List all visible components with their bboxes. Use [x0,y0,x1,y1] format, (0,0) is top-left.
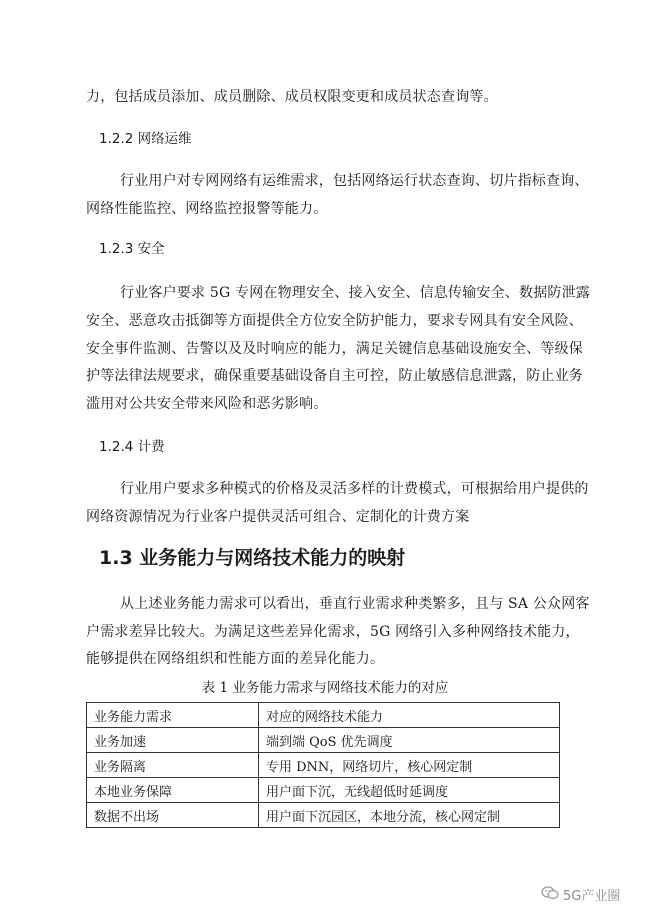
paragraph-line: 网络性能监控、网络监控报警等能力。 [86,201,328,217]
table-cell: 用户面下沉园区，本地分流，核心网定制 [259,803,560,828]
table-row [87,728,560,753]
table-cell: 专用 DNN，网络切片，核心网定制 [259,753,560,778]
paragraph-line: 安全事件监测、告警以及及时响应的能力，满足关键信息基础设施安全、等级保 [86,341,583,357]
capability-mapping-table [86,702,560,828]
section-heading-1-3: 1.3 业务能力与网络技术能力的映射 [99,547,406,569]
table-header-cell: 对应的网络技术能力 [259,703,560,728]
section-heading-1-2-3: 1.2.3 安全 [99,241,165,257]
paragraph-line: 安全、恶意攻击抵御等方面提供全方位安全防护能力，要求专网具有安全风险、 [86,313,583,329]
section-heading-1-2-2: 1.2.2 网络运维 [99,131,192,147]
table-header-row [87,703,560,728]
table-row [87,778,560,803]
paragraph-line: 滥用对公共安全带来风险和恶劣影响。 [86,396,328,412]
paragraph-line: 护等法律法规要求，确保重要基础设备自主可控，防止敏感信息泄露，防止业务 [86,368,583,384]
paragraph-line: 能够提供在网络组织和性能方面的差异化能力。 [86,651,385,667]
paragraph-line: 行业用户对专网网络有运维需求，包括网络运行状态查询、切片指标查询、 [120,173,589,189]
watermark [541,885,620,904]
paragraph-line: 行业客户要求 5G 专网在物理安全、接入安全、信息传输安全、数据防泄露 [120,285,590,301]
paragraph-line: 网络资源情况为行业客户提供灵活可组合、定制化的计费方案 [86,509,470,525]
paragraph-line: 力，包括成员添加、成员删除、成员权限变更和成员状态查询等。 [86,89,498,105]
table-cell: 本地业务保障 [87,778,259,803]
paragraph-line: 行业用户要求多种模式的价格及灵活多样的计费模式，可根据给用户提供的 [120,481,589,497]
table-header-cell: 业务能力需求 [87,703,259,728]
table-cell: 端到端 QoS 优先调度 [259,728,560,753]
table-cell: 用户面下沉，无线超低时延调度 [259,778,560,803]
watermark-text: 5G产业圈 [563,889,621,904]
wechat-icon [541,886,559,904]
table-cell: 业务隔离 [87,753,259,778]
paragraph-line: 从上述业务能力需求可以看出，垂直行业需求种类繁多，且与 SA 公众网客 [120,596,590,612]
table-cell: 业务加速 [87,728,259,753]
table-row [87,803,560,828]
table-row [87,753,560,778]
paragraph-line: 户需求差异比较大。为满足这些差异化需求，5G 网络引入多种网络技术能力， [86,624,580,640]
table-caption: 表 1 业务能力需求与网络技术能力的对应 [201,680,449,696]
table-cell: 数据不出场 [87,803,259,828]
section-heading-1-2-4: 1.2.4 计费 [99,439,165,455]
